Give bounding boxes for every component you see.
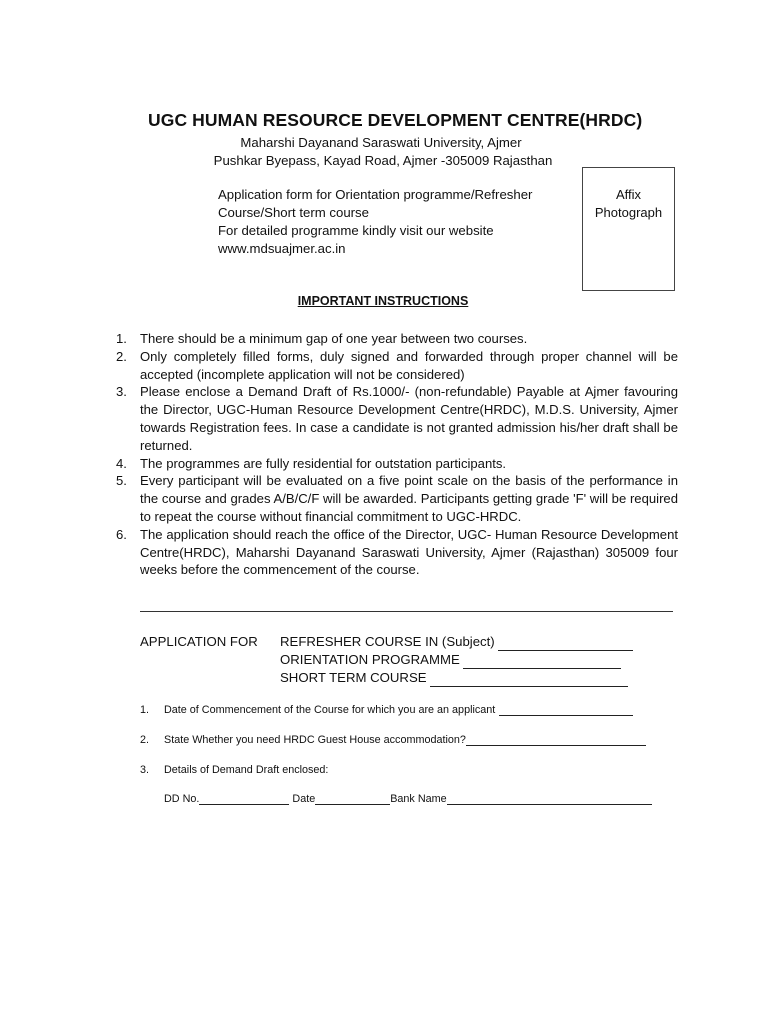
orientation-programme-field[interactable] — [463, 655, 621, 669]
instruction-number: 5. — [116, 473, 127, 489]
guest-house-field[interactable] — [466, 735, 646, 746]
instruction-item — [116, 472, 678, 525]
app-info-line: For detailed programme kindly visit our website — [218, 223, 494, 238]
university-name: Maharshi Dayanand Saraswati University, Ajmer — [240, 135, 522, 150]
dd-date-field[interactable] — [315, 794, 390, 805]
option-label: REFRESHER COURSE IN (Subject) — [280, 634, 495, 649]
refresher-subject-field[interactable] — [498, 637, 633, 651]
instruction-text: The programmes are fully residential for outstation participants. — [140, 455, 507, 471]
app-info-line: Application form for Orientation programme/Refresher — [218, 187, 533, 202]
question-number: 3. — [140, 764, 150, 776]
website-url: www.mdsuajmer.ac.in — [218, 241, 346, 256]
dd-no-label: DD No. — [164, 793, 200, 805]
affix-photograph-box[interactable] — [582, 167, 675, 291]
question-text: State Whether you need HRDC Guest House accommodation? — [164, 734, 466, 746]
instruction-item — [116, 383, 678, 454]
application-info — [218, 186, 578, 258]
short-term-course-field[interactable] — [430, 673, 628, 687]
demand-draft-details — [164, 793, 652, 805]
instruction-text: Please enclose a Demand Draft of Rs.1000/- (non-refundable) Payable at Ajmer favouring the Director, UGC-Human Resource Development Centre(HRDC), M.D.S. University, Ajmer towards Registration fees. In case a candidate is not granted admission his/her draft shall be returned. — [140, 384, 678, 453]
instruction-number: 6. — [116, 526, 127, 542]
question-text: Details of Demand Draft enclosed: — [164, 764, 329, 776]
university-address: Pushkar Byepass, Kayad Road, Ajmer -305009 Rajasthan — [213, 153, 553, 168]
question-number: 1. — [140, 704, 150, 716]
photo-box-label: Affix — [615, 187, 642, 202]
orientation-programme-option — [280, 651, 633, 669]
bank-name-label: Bank Name — [390, 793, 447, 805]
bank-name-field[interactable] — [447, 794, 652, 805]
instruction-item — [116, 330, 678, 348]
instruction-number: 4. — [116, 455, 127, 471]
course-options — [280, 633, 633, 687]
instruction-text: The application should reach the office of the Director, UGC- Human Resource Development Centre(HRDC), Maharshi Dayanand Saraswati University, Ajmer (Rajasthan) 305009 four weeks before the commencement of the course. — [140, 526, 678, 578]
app-info-line: Course/Short term course — [218, 205, 369, 220]
instruction-number: 3. — [116, 384, 127, 400]
dd-date-label: Date — [292, 793, 316, 805]
instructions-list — [116, 330, 678, 579]
dd-no-field[interactable] — [199, 794, 289, 805]
question-text: Date of Commencement of the Course for which you are an applicant — [164, 704, 496, 716]
instruction-item — [116, 455, 678, 473]
question-guest-house — [140, 734, 646, 746]
refresher-course-option — [280, 633, 633, 651]
section-divider — [140, 611, 673, 612]
instruction-number: 2. — [116, 348, 127, 364]
option-label: SHORT TERM COURSE — [280, 670, 427, 685]
commencement-date-field[interactable] — [499, 705, 633, 716]
question-number: 2. — [140, 734, 150, 746]
instruction-number: 1. — [116, 331, 127, 346]
page-title: UGC HUMAN RESOURCE DEVELOPMENT CENTRE(HRDC) — [148, 110, 643, 130]
photo-box-label: Photograph — [594, 205, 663, 220]
application-for-label: APPLICATION FOR — [140, 634, 258, 649]
question-demand-draft — [140, 764, 328, 776]
option-label: ORIENTATION PROGRAMME — [280, 652, 460, 667]
instruction-text: Only completely filled forms, duly signed and forwarded through proper channel will be accepted (incomplete application will not be considered) — [140, 348, 678, 382]
question-commencement-date — [140, 704, 633, 716]
instruction-text: There should be a minimum gap of one year between two courses. — [140, 331, 528, 346]
instructions-heading: IMPORTANT INSTRUCTIONS — [297, 294, 469, 308]
short-term-course-option — [280, 669, 633, 687]
instruction-text: Every participant will be evaluated on a five point scale on the basis of the performance in the course and grades A/B/C/F will be awarded. Participants getting grade 'F' will be required to repeat the course without financial commitment to UGC-HRDC. — [140, 473, 678, 524]
instruction-item — [116, 526, 678, 579]
instruction-item — [116, 348, 678, 384]
